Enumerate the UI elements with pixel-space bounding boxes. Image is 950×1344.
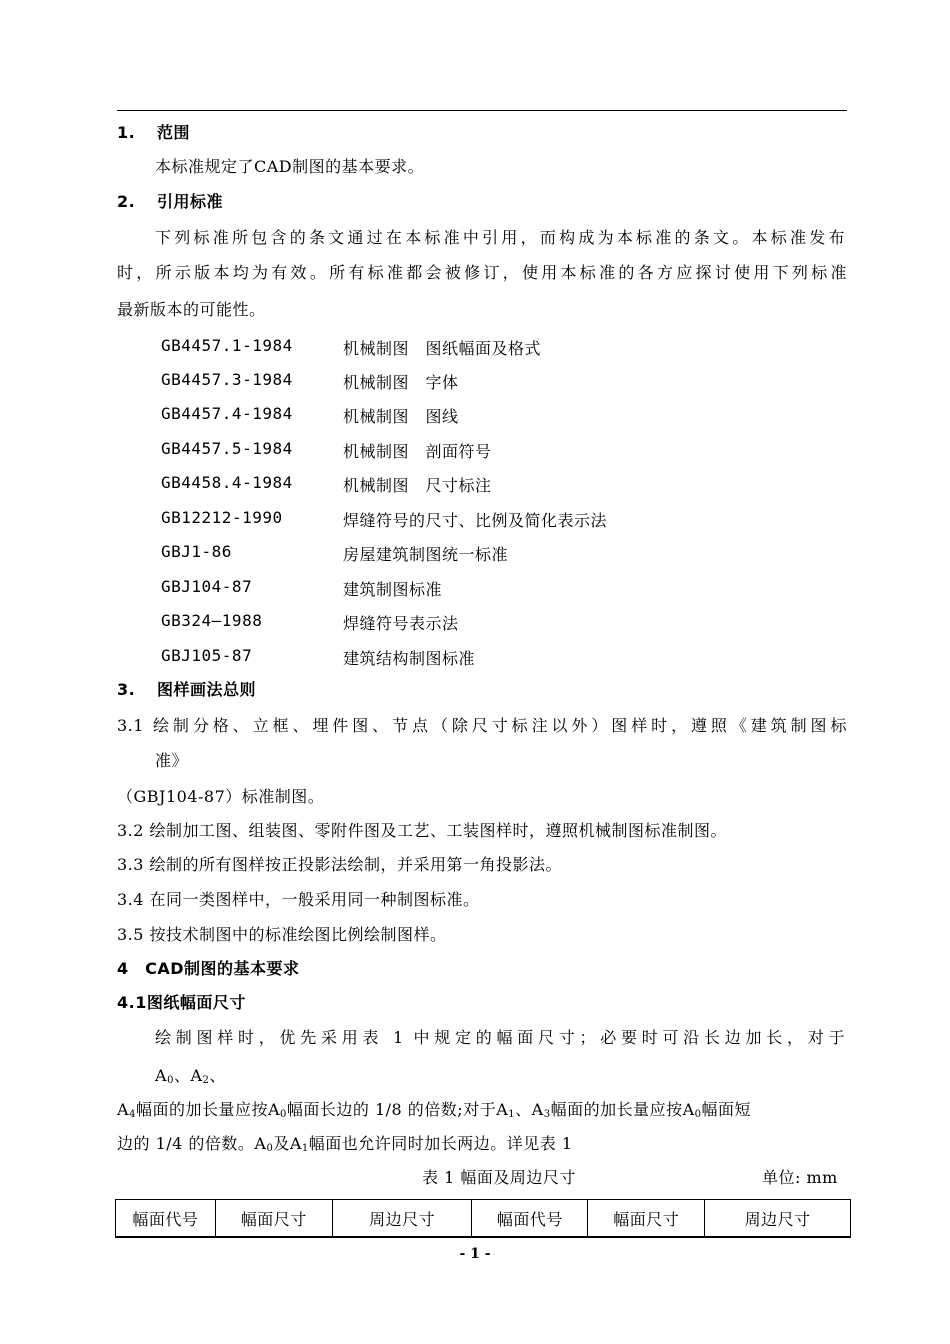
ref-code: GB4457.5-1984 xyxy=(161,439,293,458)
section-2-title: 引用标准 xyxy=(157,192,224,211)
section-2-heading xyxy=(117,192,223,212)
table-header-cell: 幅面尺寸 xyxy=(215,1200,332,1237)
section-4-1-line-3: $A_4$幅面的加长量应按$A_0$幅面长边的 1/8 的倍数;对于$A_1$、$A_3$幅面的加长量应按$A_0$幅面短 xyxy=(117,1100,752,1120)
ref-code: GBJ1-86 xyxy=(161,542,232,561)
section-1-title: 范围 xyxy=(157,123,191,142)
section-2-body-line-2: 时，所示版本均为有效。所有标准都会被修订，使用本标准的各方应探讨使用下列标准 xyxy=(117,263,847,282)
ref-title: 机械制图 剖面符号 xyxy=(343,442,492,461)
table-header-row xyxy=(116,1200,851,1237)
table-caption: 表 1 幅面及周边尺寸 xyxy=(422,1168,576,1187)
section-4-1-line-1: 绘制图样时，优先采用表 1 中规定的幅面尺寸；必要时可沿长边加长，对于 xyxy=(155,1028,845,1047)
section-3-item: 3.3 绘制的所有图样按正投影法绘制，并采用第一角投影法。 xyxy=(117,855,563,874)
section-4-heading: 4 CAD制图的基本要求 xyxy=(117,959,300,978)
section-1-number: 1. xyxy=(117,123,136,142)
page-number: - 1 - xyxy=(459,1246,491,1262)
ref-code: GBJ105-87 xyxy=(161,646,253,665)
table-header-cell: 幅面代号 xyxy=(472,1200,588,1237)
section-4-1-line-2: $A_0$、$A_2$、 xyxy=(155,1066,226,1086)
ref-title: 机械制图 图线 xyxy=(343,407,459,426)
paper-size-table xyxy=(115,1199,851,1237)
section-1-body: 本标准规定了CAD制图的基本要求。 xyxy=(155,157,425,176)
ref-title: 机械制图 图纸幅面及格式 xyxy=(343,339,542,358)
ref-code: GB4457.3-1984 xyxy=(161,370,293,389)
section-3-title: 图样画法总则 xyxy=(157,680,257,699)
ref-title: 房屋建筑制图统一标准 xyxy=(343,545,509,564)
ref-title: 建筑结构制图标准 xyxy=(343,649,476,668)
section-3-item: （GBJ104-87）标准制图。 xyxy=(117,787,325,806)
table-header-cell: 幅面代号 xyxy=(116,1200,216,1237)
ref-title: 焊缝符号表示法 xyxy=(343,614,459,633)
ref-code: GBJ104-87 xyxy=(161,577,253,596)
ref-title: 机械制图 尺寸标注 xyxy=(343,476,492,495)
ref-title: 机械制图 字体 xyxy=(343,373,459,392)
table-header-cell: 幅面尺寸 xyxy=(588,1200,705,1237)
section-3-item: 3.1 绘制分格、立框、埋件图、节点（除尺寸标注以外）图样时，遵照《建筑制图标 xyxy=(117,716,847,735)
section-3-heading xyxy=(117,680,256,700)
section-3-item: 3.2 绘制加工图、组装图、零附件图及工艺、工装图样时，遵照机械制图标准制图。 xyxy=(117,821,728,840)
section-2-number: 2. xyxy=(117,192,136,211)
section-2-body-line-1: 下列标准所包含的条文通过在本标准中引用，而构成为本标准的条文。本标准发布 xyxy=(155,228,845,247)
section-4-1-heading: 4.1图纸幅面尺寸 xyxy=(117,993,246,1012)
header-rule xyxy=(117,110,847,111)
section-1-heading xyxy=(117,123,190,143)
ref-title: 焊缝符号的尺寸、比例及简化表示法 xyxy=(343,511,608,530)
table-unit: 单位: mm xyxy=(762,1168,838,1187)
section-3-item: 3.5 按技术制图中的标准绘图比例绘制图样。 xyxy=(117,925,447,944)
ref-code: GB4458.4-1984 xyxy=(161,473,293,492)
section-4-1-line-4: 边的 1/4 的倍数。$A_0$及$A_1$幅面也允许同时加长两边。详见表 1 xyxy=(117,1134,573,1154)
ref-code: GB12212-1990 xyxy=(161,508,283,527)
table-header-cell: 周边尺寸 xyxy=(332,1200,472,1237)
ref-code: GB4457.4-1984 xyxy=(161,404,293,423)
ref-code: GB4457.1-1984 xyxy=(161,336,293,355)
footer-rule xyxy=(115,1237,851,1238)
ref-title: 建筑制图标准 xyxy=(343,580,443,599)
section-3-number: 3. xyxy=(117,680,136,699)
section-2-body-line-3: 最新版本的可能性。 xyxy=(117,300,266,319)
table-header-cell: 周边尺寸 xyxy=(705,1200,851,1237)
section-3-item: 准》 xyxy=(155,751,189,770)
ref-code: GB324—1988 xyxy=(161,611,263,630)
section-3-item: 3.4 在同一类图样中，一般采用同一种制图标准。 xyxy=(117,890,480,909)
